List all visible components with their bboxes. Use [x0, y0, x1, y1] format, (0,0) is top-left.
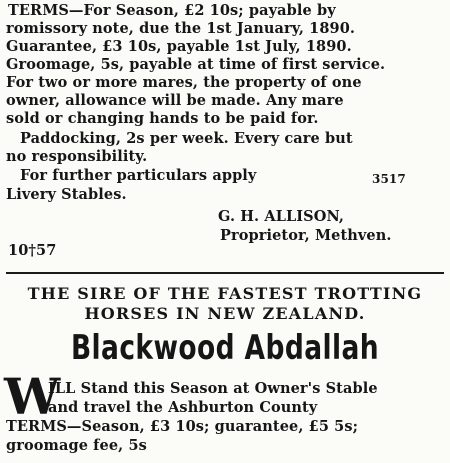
- text-line: and travel the Ashburton County: [48, 399, 318, 416]
- paddocking-line: Paddocking, 2s per week. Every care but: [20, 130, 353, 147]
- text-line: Groomage, 5s, payable at time of first service.: [6, 56, 386, 73]
- ref-number: 10†57: [8, 242, 57, 259]
- headline-1: THE SIRE OF THE FASTEST TROTTING: [27, 284, 423, 303]
- particulars-line: For further particulars apply: [20, 167, 257, 184]
- stray-number: 3517: [372, 172, 406, 186]
- text-line: groomage fee, 5s: [6, 437, 147, 454]
- horse-name-heading: Blackwood Abdallah: [70, 328, 380, 368]
- text-line: no responsibility.: [6, 148, 148, 165]
- text-line: sold or changing hands to be paid for.: [6, 110, 319, 127]
- text-line: TERMS—Season, £3 10s; guarantee, £5 5s;: [6, 418, 359, 435]
- drop-cap: W: [4, 367, 61, 426]
- signature-name: G. H. ALLISON,: [218, 208, 345, 225]
- text-line: owner, allowance will be made. Any mare: [6, 92, 344, 109]
- text-line: Guarantee, £3 10s, payable 1st July, 1890.: [6, 38, 352, 55]
- text-line: romissory note, due the 1st January, 1890.: [6, 20, 356, 37]
- terms-line: TERMS—For Season, £2 10s; payable by: [8, 2, 336, 19]
- text-line: For two or more mares, the property of one: [6, 74, 362, 91]
- signature-title: Proprietor, Methven.: [220, 227, 392, 244]
- text-line: ILL Stand this Season at Owner's Stable: [48, 380, 378, 397]
- headline-2: HORSES IN NEW ZEALAND.: [84, 304, 366, 323]
- text-line: Livery Stables.: [6, 186, 127, 203]
- divider-rule: [6, 272, 444, 274]
